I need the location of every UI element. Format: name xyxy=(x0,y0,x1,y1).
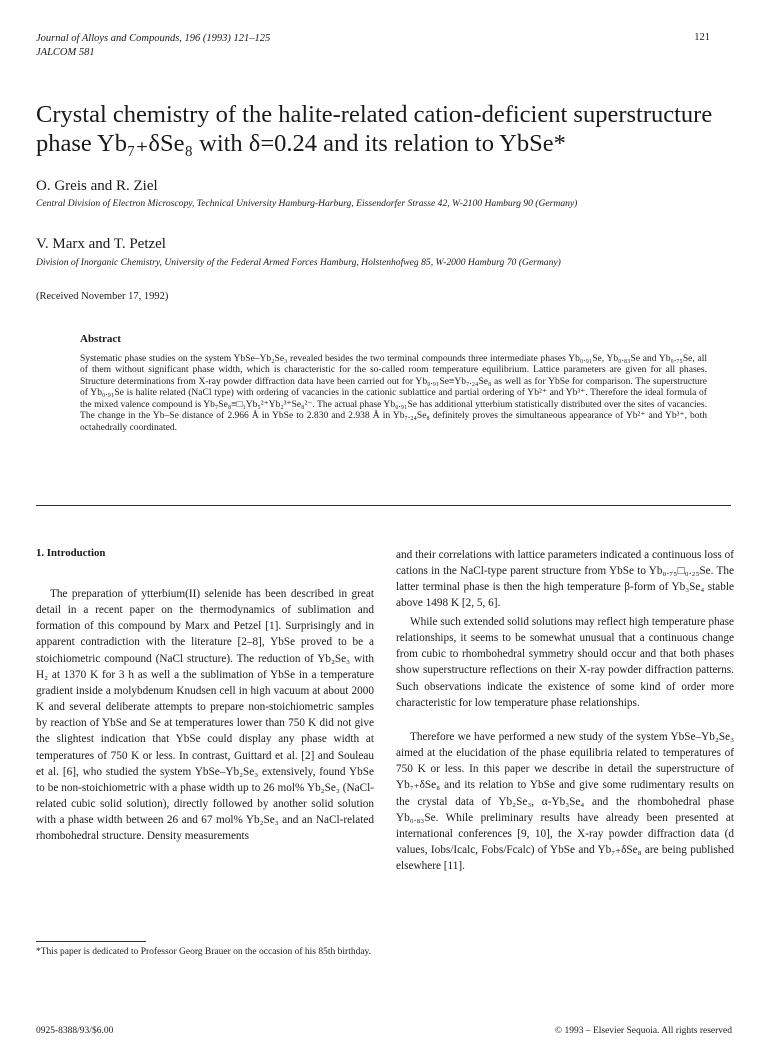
author-affiliation: Central Division of Electron Microscopy, Technical University Hamburg-Harburg, Eissendorfer Strasse 42, W-2100 Hamburg 90 (Germany) xyxy=(36,198,578,209)
received-date: (Received November 17, 1992) xyxy=(36,291,169,302)
footnote: *This paper is dedicated to Professor Georg Brauer on the occasion of his 85th birthday. xyxy=(36,947,372,957)
journal-citation xyxy=(36,32,270,60)
page-number: 121 xyxy=(694,32,710,43)
section-heading: 1. Introduction xyxy=(36,547,106,559)
abstract-text: Systematic phase studies on the system YbSe–Yb₂Se₃ revealed besides the two terminal compounds three intermediate phases Yb₀.₉₁Se, Yb₀.₈₃Se and Yb₀.₇₅Se, all of them without significant phase width, which is characteristic for the so-called room temperature equilibrium. Lattice parameters are given for all phases. Structure determinations from X-ray powder diffraction data have been carried out for Yb₀.₉₁Se≡Yb₇.₂₄Se₈ as well as for YbSe for comparison. The superstructure of Yb₀.₉₁Se is halite related (NaCl type) with ordering of vacancies in the cationic sublattice and partial ordering of Yb²⁺ and Yb³⁺. Therefore the ideal formula of the mixed valence compound is Yb₇Se₈≡□₁Yb₅²⁺Yb₂³⁺Se₈²⁻. The actual phase Yb₀.₉₁Se has additional ytterbium statistically distributed over the sites of vacancies. The change in the Yb–Se distance of 2.966 Å in YbSe to 2.830 and 2.938 Å in Yb₇.₂₄Se₈ definitely proves the simultaneous appearance of Yb²⁺ and Yb³⁺, both octahedrally coordinated. xyxy=(80,353,707,433)
intro-paragraph: The preparation of ytterbium(II) selenide has been described in great detail in a recent paper on the thermodynamics of sublimation and formation of this compound by Marx and Petzel [1]. Surprisingly and in apparent contradiction with the literature [2–8], YbSe proved to be a stoichiometric compound (NaCl structure). The reduction of Yb₂Se₃ with H₂ at 1370 K for 3 h as well a the sublimation of YbSe in a temperature gradient inside a molybdenum Knudsen cell in high vacuum at about 2000 K and several deliberate attempts to prepare non-stoichiometric samples by reaction of YbSe and Se at temperatures lower than 750 K did not give the slightest indication that YbSe could display any phase width at temperatures of 750 K or less. In contrast, Guittard et al. [2] and Souleau et al. [6], who studied the system YbSe–Yb₂Se₃ extensively, found YbSe to be non-stoichiometric with a phase width up to 26 mol% Yb₂Se₃ (NaCl-related cubic solid solution), directly followed by another solid solution with a phase width between 26 and 67 mol% Yb₂Se₃ and an NaCl-related rhombohedral structure. Density measurements xyxy=(36,588,374,843)
copyright: © 1993 – Elsevier Sequoia. All rights reserved xyxy=(554,1026,732,1036)
issn-price: 0925-8388/93/$6.00 xyxy=(36,1026,114,1036)
footnote-divider xyxy=(36,941,146,942)
author-names: O. Greis and R. Ziel xyxy=(36,178,158,194)
intro-paragraph: While such extended solid solutions may reflect high temperature phase relationships, it seems to be somewhat unusual that a continuous change from cubic to rhombohedral symmetry should occur and that both phases show superstructure reflections on their X-ray powder diffraction patterns. Such observations indicate the existence of some kind of order more characteristic for low temperature phase relationships. xyxy=(396,616,734,709)
paper-title: Crystal chemistry of the halite-related cation-deficient superstructure phase Yb₇₊δSe₈ with δ=0.24 and its relation to YbSe* xyxy=(36,101,713,157)
author-names: V. Marx and T. Petzel xyxy=(36,236,166,252)
intro-paragraph: and their correlations with lattice parameters indicated a continuous loss of cations in the NaCl-type parent structure from YbSe to Yb₀.₇₅□₀.₂₅Se. The latter terminal phase is then the high temperature β-form of Yb₃Se₄ stable above 1498 K [2, 5, 6]. xyxy=(396,549,734,610)
journal-line: Journal of Alloys and Compounds, 196 (1993) 121–125 xyxy=(36,33,271,44)
section-divider xyxy=(36,505,731,506)
abstract-heading: Abstract xyxy=(80,333,121,345)
journal-code: JALCOM 581 xyxy=(36,47,95,58)
author-affiliation: Division of Inorganic Chemistry, University of the Federal Armed Forces Hamburg, Holstenhofweg 85, W-2000 Hamburg 70 (Germany) xyxy=(36,257,561,268)
intro-paragraph: Therefore we have performed a new study of the system YbSe–Yb₂Se₃ aimed at the elucidation of the phase equilibria related to temperatures of 750 K or less. In this paper we describe in detail the superstructure of Yb₇₊δSe₈ and its relation to YbSe and give some rudimentary results on the crystal data of Yb₂Se₃, α-Yb₃Se₄ and the rhombohedral phase Yb₀.₈₃Se. While preliminary results have already been presented at international conferences [9, 10], the X-ray powder diffraction data (d values, Iobs/Icalc, Fobs/Fcalc) of YbSe and Yb₇₊δSe₈ are being published elsewhere [11]. xyxy=(396,731,734,873)
